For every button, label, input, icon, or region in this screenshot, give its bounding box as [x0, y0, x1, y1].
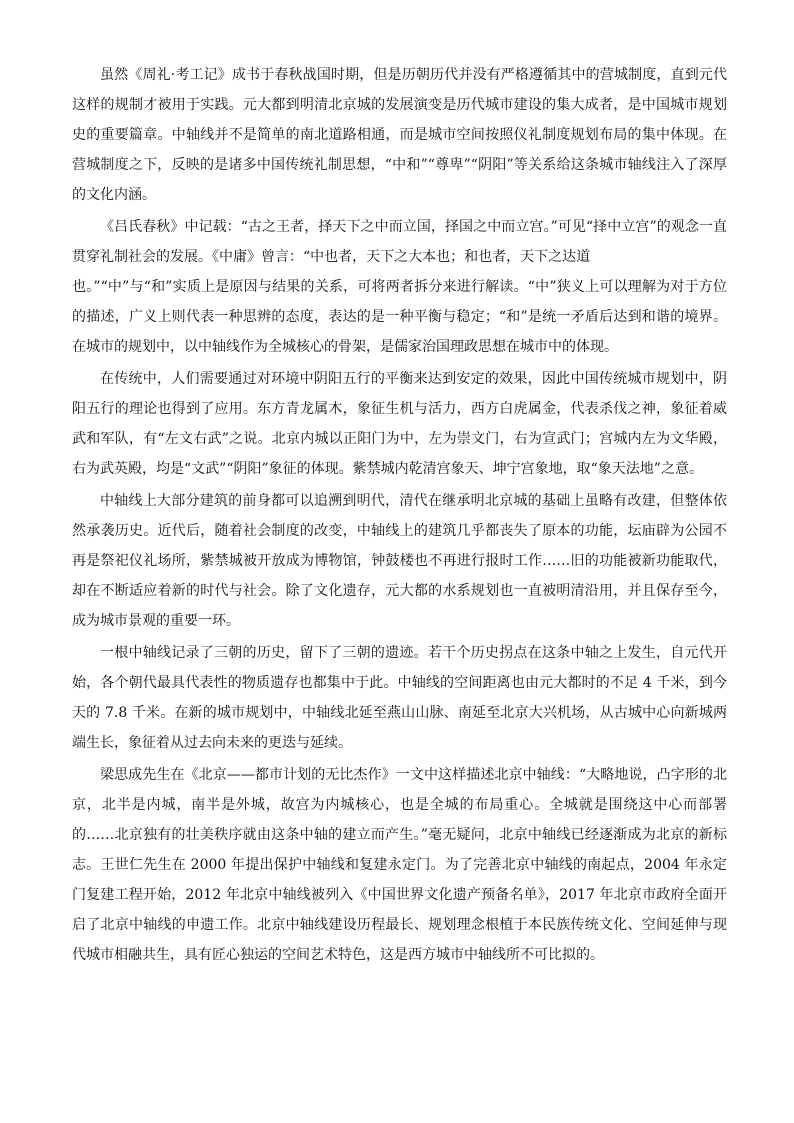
paragraph-2: 《吕氏春秋》中记载：“古之王者，择天下之中而立国，择国之中而立宫。”可见“择中立宫”的观念一直贯穿礼制社会的发展。《中庸》曾言：“中也者，天下之大本也；和也者，天下之达道 也。”“中”与“和”实质上是原因与结果的关系，可将两者拆分来进行解读。“中”狭义上可以理解为对于方位的描述，广义上则代表一种思辨的态度，表达的是一种平衡与稳定；“和”是统一矛盾后达到和谐的境界。在城市的规划中，以中轴线作为全城核心的骨架，是儒家治国理政思想在城市中的体现。: [72, 219, 727, 355]
paragraph-4: 中轴线上大部分建筑的前身都可以追溯到明代，清代在继承明北京城的基础上虽略有改建，但整体依然承袭历史。近代后，随着社会制度的改变，中轴线上的建筑几乎都丧失了原本的功能，坛庙辟为公园不再是祭祀仪礼场所，紫禁城被开放成为博物馆，钟鼓楼也不再进行报时工作……旧的功能被新功能取代，却在不断适应着新的时代与社会。除了文化遗存，元大都的水系规划也一直被明清沿用，并且保存至今，成为城市景观的重要一环。: [72, 493, 727, 629]
paragraph-6: 梁思成先生在《北京——都市计划的无比杰作》一文中这样描述北京中轴线：“大略地说，凸字形的北京，北半是内城，南半是外城，故宫为内城核心，也是全城的布局重心。全城就是围绕这中心而部署的……北京独有的壮美秩序就由这条中轴的建立而产生。”毫无疑问，北京中轴线已经逐渐成为北京的新标志。王世仁先生在 2000 年提出保护中轴线和复建永定门。为了完善北京中轴线的南起点，2004 年永定门复建工程开始，2012 年北京中轴线被列入《中国世界文化遗产预备名单》，2017 年北京市政府全面开启了北京中轴线的申遗工作。北京中轴线建设历程最长、规划理念根植于本民族传统文化、空间延伸与现代城市相融共生，具有匠心独运的空间艺术特色，这是西方城市中轴线所不可比拟的。: [72, 767, 727, 963]
paragraph-3: 在传统中，人们需要通过对环境中阴阳五行的平衡来达到安定的效果，因此中国传统城市规划中，阴阳五行的理论也得到了应用。东方青龙属木，象征生机与活力，西方白虎属金，代表杀伐之神，象征着威武和军队，有“左文右武”之说。北京内城以正阳门为中，左为崇文门，右为宣武门；宫城内左为文华殿，右为武英殿，均是“文武”“阴阳”象征的体现。紫禁城内乾清宫象天、坤宁宫象地，取“象天法地”之意。: [72, 371, 727, 477]
paragraph-1: 虽然《周礼·考工记》成书于春秋战国时期，但是历朝历代并没有严格遵循其中的营城制度，直到元代这样的规制才被用于实践。元大都到明清北京城的发展演变是历代城市建设的集大成者，是中国城市规划史的重要篇章。中轴线并不是简单的南北道路相通，而是城市空间按照仪礼制度规划布局的集中体现。在营城制度之下，反映的是诸多中国传统礼制思想，“中和”“尊卑”“阴阳”等关系给这条城市轴线注入了深厚的文化内涵。: [72, 67, 727, 203]
document-page: [72, 60, 727, 972]
paragraph-5: 一根中轴线记录了三朝的历史，留下了三朝的遗迹。若干个历史拐点在这条中轴之上发生，自元代开始，各个朝代最具代表性的物质遗存也都集中于此。中轴线的空间距离也由元大都时的不足 4 千米，到今天的 7.8 千米。在新的城市规划中，中轴线北延至燕山山脉、南延至北京大兴机场，从古城中心向新城两端生长，象征着从过去向未来的更迭与延续。: [72, 645, 727, 751]
